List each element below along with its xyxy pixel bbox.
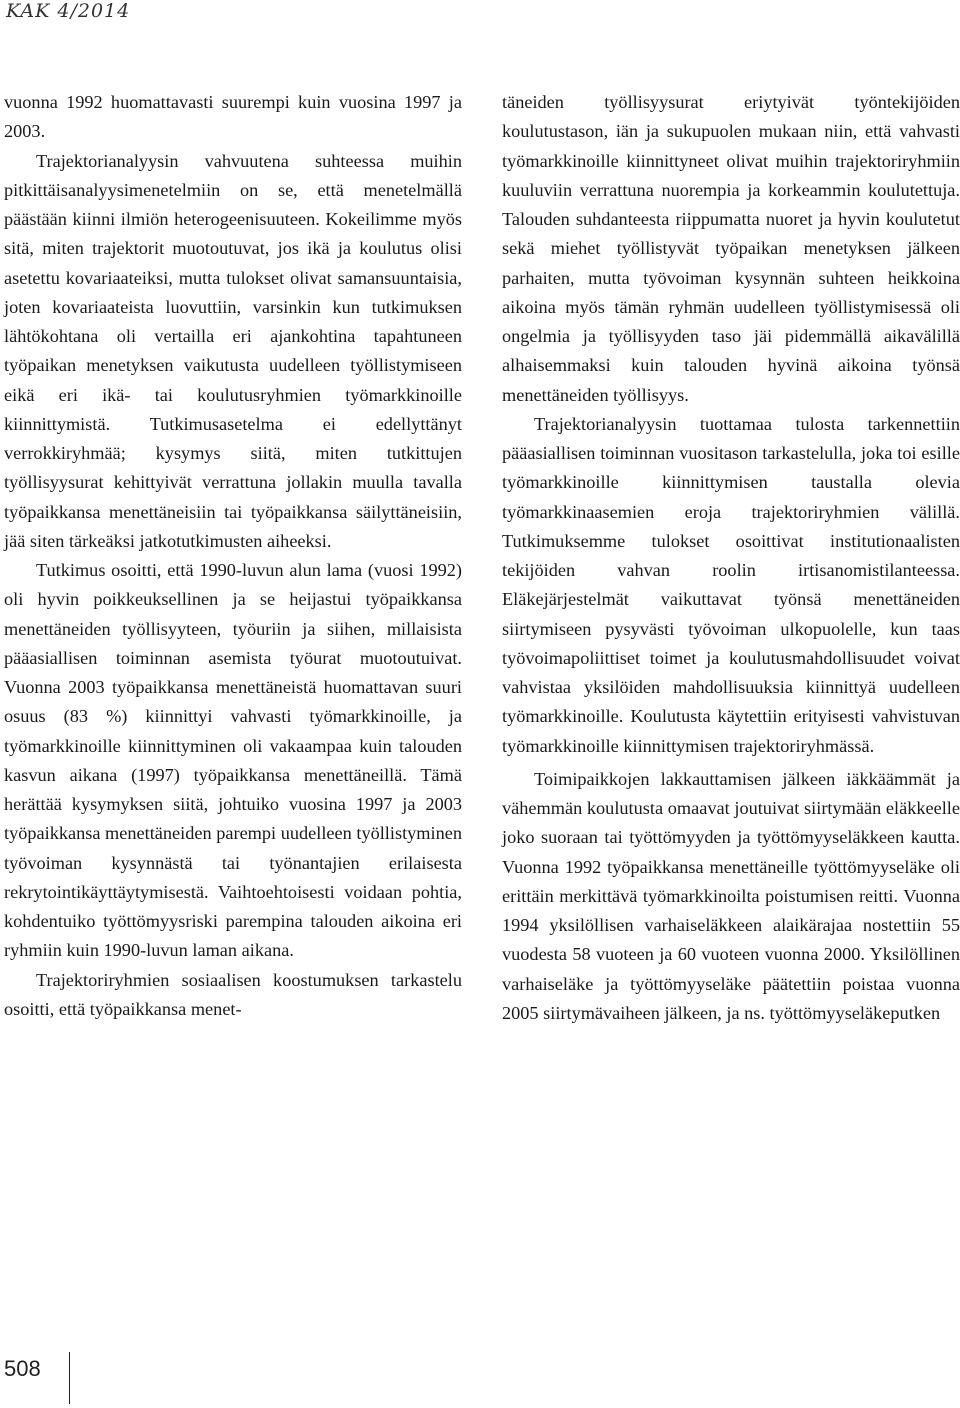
left-column — [4, 88, 462, 1024]
running-head: KAK 4/2014 — [6, 0, 131, 22]
paragraph: vuonna 1992 huomattavasti suurempi kuin vuosina 1997 ja 2003. — [4, 92, 462, 142]
right-column — [502, 88, 960, 1028]
paragraph: Toimipaikkojen lakkauttamisen jälkeen iäkkäämmät ja vähemmän koulutusta omaavat joutuivat siirtymään eläkkeelle joko suoraan tai työttömyyden ja työttömyyseläkkeen kautta. Vuonna 1992 työpaikkansa menettäneille työttömyyseläke oli erittäin merkittävä työmarkkinoilta poistumisen reitti. Vuonna 1994 yksilöllisen varhaiseläkkeen alaikärajaa nostettiin 55 vuodesta 58 vuoteen ja 60 vuoteen vuonna 2000. Yksilöllinen varhaiseläke ja työttömyyseläke päätettiin poistaa vuonna 2005 siirtymävaiheen jälkeen, ja ns. työttömyyseläkeputken — [502, 768, 960, 1023]
page-number: 508 — [4, 1356, 41, 1381]
footer-divider — [69, 1352, 70, 1404]
paragraph: Trajektorianalyysin tuottamaa tulosta tarkennettiin pääasiallisen toiminnan vuositason tarkastelulla, joka toi esille työmarkkinoille kiinnittymisen taustalla olevia työmarkkinaasemien eroja trajektoriryhmien välillä. Tutkimuksemme tulokset osoittivat institutionaalisten tekijöiden vahvan roolin irtisanomistilanteessa. Eläkejärjestelmät vaikuttavat työnsä menettäneiden siirtymiseen pysyvästi työvoiman ulkopuolelle, kun taas työvoimapoliittiset toimet ja koulutusmahdollisuudet voivat vahvistaa yksilöiden mahdollisuuksia kiinnittyä uudelleen työmarkkinoille. Koulutusta käytettiin erityisesti vahvistuvan työmarkkinoille kiinnittymisen trajektoriryhmässä. — [502, 413, 960, 756]
paragraph: täneiden työllisyysurat eriytyivät työntekijöiden koulutustason, iän ja sukupuolen mukaan niin, että vahvasti työmarkkinoille kiinnittyneet olivat muihin trajektoriryhmiin kuuluviin verrattuna nuorempia ja korkeammin koulutettuja. Talouden suhdanteesta riippumatta nuoret ja hyvin koulutetut sekä miehet työllistyvät työpaikan menetyksen jälkeen parhaiten, mutta työvoiman kysynnän suhteen heikkoina aikoina myös tämän ryhmän uudelleen työllistymisessä oli ongelmia ja työllisyyden taso jäi pidemmällä aikavälillä alhaisemmaksi kuin talouden hyvinä aikoina työnsä menettäneiden työllisyys. — [502, 92, 960, 405]
paragraph: Trajektoriryhmien sosiaalisen koostumuksen tarkastelu osoitti, että työpaikkansa menet- — [4, 969, 462, 1019]
paragraph: Tutkimus osoitti, että 1990-luvun alun lama (vuosi 1992) oli hyvin poikkeuksellinen ja se heijastui työpaikkansa menettäneiden työllisyyteen, työuriin ja siihen, millaisista pääasiallisen toiminnan asemista työurat muotoutuivat. Vuonna 2003 työpaikkansa menettäneistä huomattavan suuri osuus (83 %) kiinnittyi vahvasti työmarkkinoille, ja työmarkkinoille kiinnittyminen oli vakaampaa kuin talouden kasvun aikana (1997) työpaikkansa menettäneillä. Tämä herättää kysymyksen siitä, johtuiko vuosina 1997 ja 2003 työpaikkansa menettäneiden parempi uudelleen työllistyminen työvoiman kysynnästä tai työnantajien erilaisesta rekrytointikäyttäytymisestä. Vaihtoehtoisesti voidaan pohtia, kohdentuiko työttömyysriski parempina talouden aikoina eri ryhmiin kuin 1990-luvun laman aikana. — [4, 560, 462, 961]
paragraph: Trajektorianalyysin vahvuutena suhteessa muihin pitkittäisanalyysimenetelmiin on se, että menetelmällä päästään kiinni ilmiön heterogeenisuuteen. Kokeilimme myös sitä, miten trajektorit muotoutuvat, jos ikä ja koulutus olisi asetettu kovariaateiksi, mutta tulokset olivat samansuuntaisia, joten kovariaateista luovuttiin, varsinkin kun tutkimuksen lähtökohtana oli vertailla eri ajankohtina tapahtuneen työpaikan menetyksen vaikutusta uudelleen työllistymiseen eikä eri ikä- tai koulutusryhmien työmarkkinoille kiinnittymistä. Tutkimusasetelma ei edellyttänyt verrokkiryhmää; kysymys siitä, miten tutkittujen työllisyysurat kehittyivät verrattuna jollakin muulla tavalla työpaikkansa menettäneisiin tai työpaikkansa säilyttäneisiin, jää siten tärkeäksi jatkotutkimusten aiheeksi. — [4, 150, 462, 551]
